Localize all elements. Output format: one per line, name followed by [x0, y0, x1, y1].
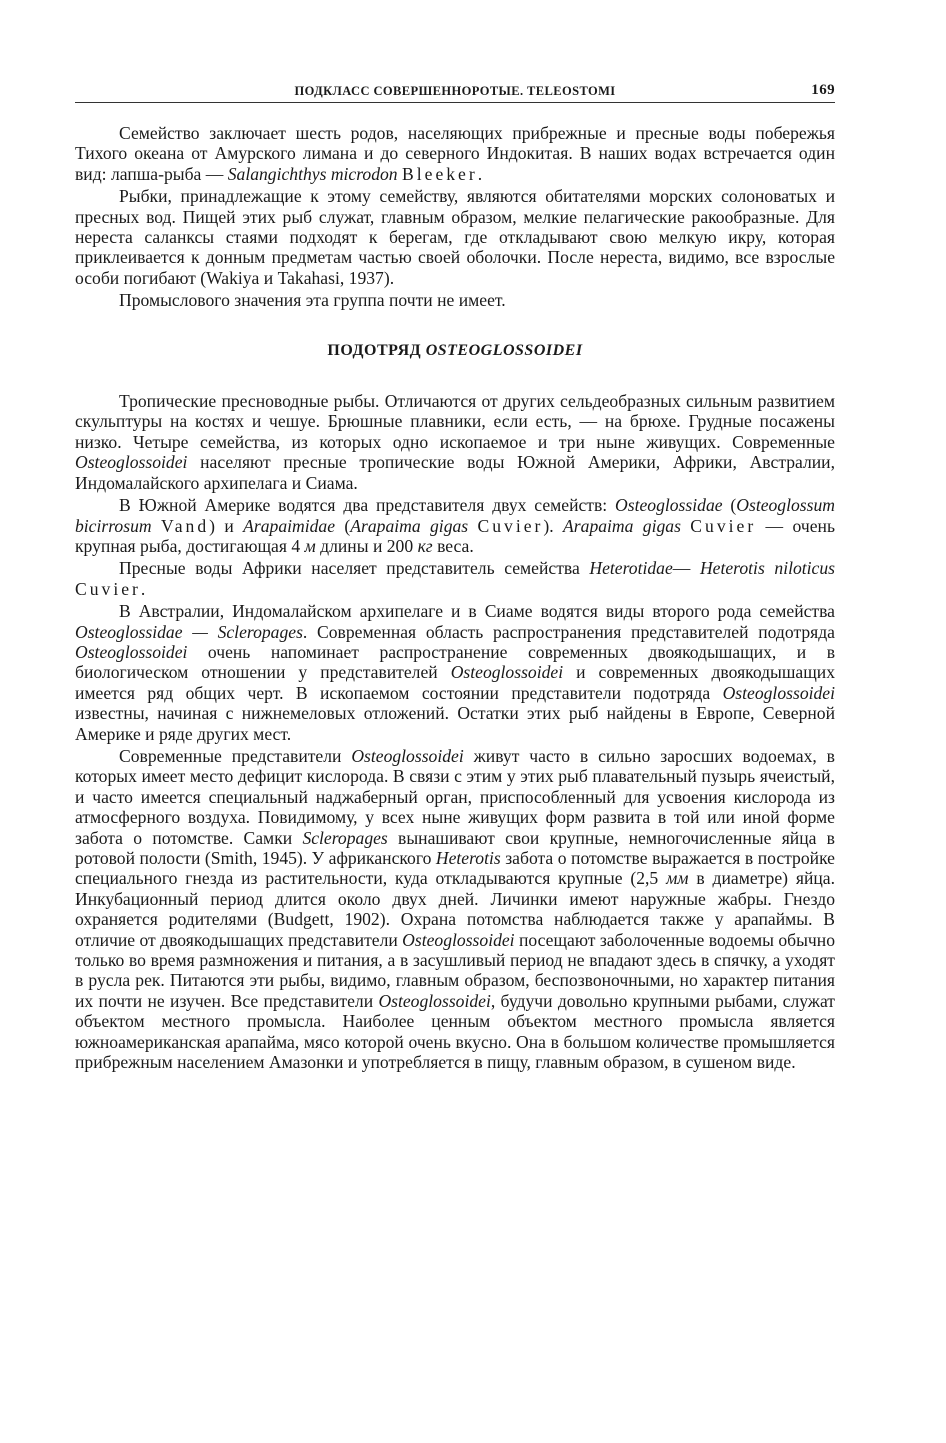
taxon-name: Osteoglossidae	[615, 495, 723, 516]
text-run: Семейство заключает шесть родов, населяющих прибрежные и пресные воды побережья Тихого океана от Амурского лимана и до северного Индокитая. В наших водах встречается один вид: лапша-рыба —	[75, 123, 835, 184]
book-page	[75, 80, 835, 1074]
author-name: Cuvier	[477, 515, 544, 536]
text-run: забота о потомстве выражается в постройке специального гнезда из растительности, куда откладываются крупные (2,5	[75, 848, 835, 889]
text-run	[152, 516, 161, 536]
taxon-name: Heterotis	[435, 848, 501, 868]
taxon-name: Osteoglossoidei	[722, 682, 835, 703]
text-run: и современных двоякодышащих имеется ряд общих черт. В ископаемом состоянии представители подотряда	[75, 662, 835, 703]
taxon-name: Osteoglossoidei	[75, 452, 188, 473]
species-name: Heterotis niloticus	[699, 558, 835, 579]
text-run: — очень крупная рыба, достигающая 4	[75, 515, 835, 556]
paragraph-ecology	[75, 746, 835, 1073]
unit: м	[304, 535, 316, 556]
text-run: вынашивают свои крупные, немногочисленные яйца в ротовой полости (Smith, 1945). У африканского	[75, 827, 835, 868]
species-name: Arapaima gigas	[563, 515, 681, 536]
text-run: ) и	[209, 515, 244, 536]
unit: мм	[666, 868, 689, 889]
section-heading	[75, 341, 835, 361]
paragraph-biology: Рыбки, принадлежащие к этому семейству, являются обитателями морских солоноватых и пресных вод. Пищей этих рыб служат, главным образом, мелкие пелагические ракообразные. Для нереста саланксы стаями подходят к берегам, где откладывают свою мелкую икру, которая приклеивается к донным предметам частью своей оболочки. После нереста, видимо, все взрослые особи погибают (Wakiya и Takahasi, 1937).	[75, 186, 835, 288]
text-run	[468, 516, 477, 536]
text-run: Тропические пресноводные рыбы. Отличаются от других сельдеобразных сильным развитием скульптуры на костях и чешуе. Брюшные плавники, если есть, — на брюхе. Грудные посажены низко. Четыре семейства, из которых одно ископаемое и три ныне живущих. Современные	[75, 391, 835, 452]
heading-prefix: ПОДОТРЯД	[327, 341, 426, 359]
text-run	[681, 516, 690, 536]
text-run: очень напоминает распространение современных двоякодышащих, и в биологическом отношении у представителей	[75, 641, 835, 683]
text-run: В Южной Америке водятся два представителя двух семейств:	[119, 495, 616, 516]
text-run: .	[477, 163, 483, 184]
unit: кг	[417, 535, 433, 556]
text-run: Пресные воды Африки населяет представитель семейства	[119, 558, 590, 579]
running-head-title: ПОДКЛАСС СОВЕРШЕННОРОТЫЕ. TELEOSTOMI	[294, 84, 616, 98]
paragraph-australia	[75, 601, 835, 744]
text-run: известны, начиная с нижнемеловых отложений. Остатки этих рыб найдены в Европе, Северной Америке и ряде других мест.	[75, 703, 835, 744]
text-run: (	[335, 515, 351, 536]
species-name: Salangichthys microdon	[227, 163, 398, 184]
text-run: живут часто в сильно заросших водоемах, в которых имеет место дефицит кислорода. В связи с этим у этих рыб плавательный пузырь ячеистый, и часто имеется специальный наджаберный орган, приспособленный для усвоения кислорода из атмосферного воздуха. Повидимому, у всех ныне живущих форм развита в той или иной форме забота о потомстве. Самки	[75, 745, 835, 848]
taxon-name: Arapaimidae	[243, 515, 336, 536]
species-name: Arapaima gigas	[350, 515, 469, 536]
taxon-name: Heterotidae	[589, 558, 673, 579]
running-head	[75, 80, 835, 103]
text-run: .	[140, 578, 146, 599]
taxon-name: Osteoglossoidei	[378, 990, 491, 1011]
author-name: Bleeker	[402, 163, 478, 184]
text-run: —	[672, 558, 700, 579]
taxon-name: Osteoglossoidei	[450, 662, 564, 683]
body-text	[75, 123, 835, 1072]
heading-taxon: OSTEOGLOSSOIDEI	[425, 341, 583, 359]
text-run: в диаметре) яйца. Инкубационный период длится около двух дней. Личинки имеют наружные жабры. Гнездо охраняется родителями (Budgett, 1902). Охрана потомства наблюдается также у арапаймы. В отличие от двоякодышащих представители	[75, 868, 835, 950]
author-name: Cuvier	[690, 515, 757, 536]
species-name: Osteoglossum bicirrosum	[75, 495, 835, 536]
taxon-name: Osteoglossoidei	[75, 641, 188, 662]
paragraph-commercial-value: Промыслового значения эта группа почти не имеет.	[119, 290, 506, 311]
text-run: посещают заболоченные водоемы обычно только во время размножения и питания, а в засушливый период не впадают здесь в спячку, а уходят в русла рек. Питаются эти рыбы, видимо, главным образом, беспозвоночными, но характер питания их почти не изучен. Все представители	[75, 929, 835, 1011]
text-run: В Австралии, Индомалайском архипелаге и в Сиаме водятся виды второго рода семейства	[119, 601, 835, 622]
taxon-name: Osteoglossoidei	[351, 745, 464, 766]
paragraph-africa	[75, 558, 835, 599]
taxon-name: Osteoglossoidei	[402, 929, 515, 950]
paragraph-suborder-description	[75, 391, 835, 493]
author-name: Vand	[160, 515, 210, 536]
paragraph-south-america	[75, 495, 835, 556]
taxon-name: Osteoglossidae — Scleropages	[75, 621, 303, 642]
text-run: . Современная область распространения представителей подотряда	[302, 621, 835, 642]
author-name: Cuvier	[75, 578, 141, 599]
text-run: ).	[543, 515, 564, 536]
text-run: Современные представители	[119, 745, 352, 766]
text-run: длины и 200	[315, 535, 418, 556]
text-run: , будучи довольно крупными рыбами, служат объектом местного промысла. Наиболее ценным объектом местного промысла является южноамериканская арапайма, мясо которой очень вкусно. Она в большом количестве промышляется прибрежным населением Амазонки и употребляется в пищу, главным образом, в сушеном виде.	[75, 990, 836, 1073]
text-run: (	[722, 495, 737, 516]
paragraph-family-salangidae	[75, 123, 835, 184]
taxon-name: Scleropages	[302, 827, 388, 848]
text-run: населяют пресные тропические воды Южной Америки, Африки, Австралии, Индомалайского архипелага и Сиама.	[75, 452, 835, 493]
page-number: 169	[811, 82, 835, 98]
text-run: веса.	[432, 535, 474, 556]
